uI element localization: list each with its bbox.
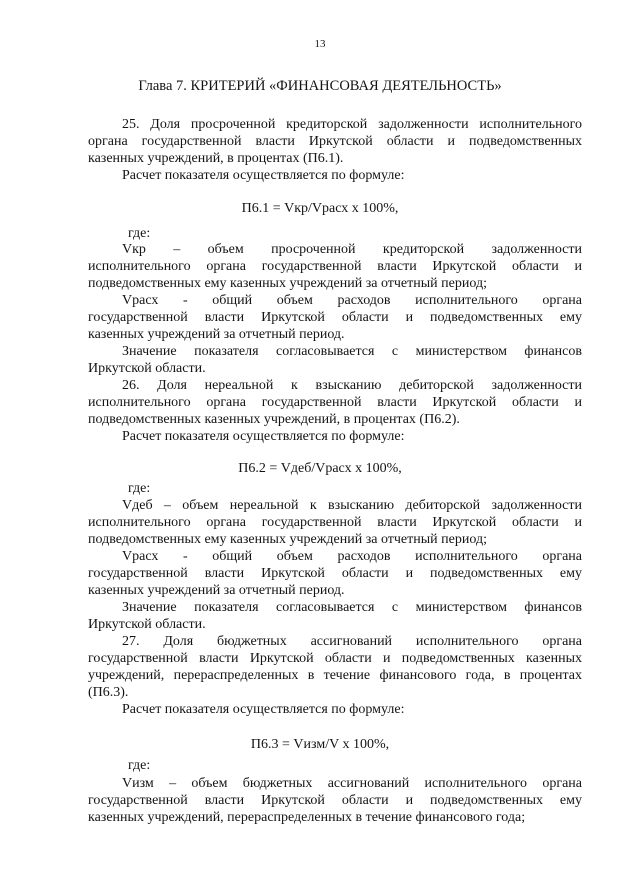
text-line: 25. Доля просроченной кредиторской задолженности исполнительного: [122, 117, 582, 132]
text-line: подведомственных ему казенных учреждений за отчетный период;: [88, 276, 487, 291]
text-line: казенных учреждений за отчетный период.: [88, 583, 345, 598]
text-line: государственной власти Иркутской области и подведомственных ему: [88, 310, 582, 325]
text-line: Расчет показателя осуществляется по формуле:: [122, 168, 405, 183]
text-line: учреждений, перераспределенных в течение финансового года, в процентах: [88, 668, 582, 683]
text-line: Расчет показателя осуществляется по формуле:: [122, 702, 405, 717]
text-line: Vдеб – объем нереальной к взысканию дебиторской задолженности: [122, 498, 582, 513]
paragraph-27: [88, 633, 582, 701]
text-line: государственной власти Иркутской области и подведомственных казенных: [88, 651, 582, 666]
text-line: подведомственных ему казенных учреждений за отчетный период;: [88, 532, 487, 547]
calc-intro-3: [88, 701, 582, 718]
definition-vizm: [88, 775, 582, 826]
agreement-note-2: [88, 599, 582, 633]
where-label-1: где:: [128, 226, 151, 241]
text-line: 26. Доля нереальной к взысканию дебиторской задолженности: [122, 378, 582, 393]
text-line: подведомственных казенных учреждений, в процентах (П6.2).: [88, 412, 460, 427]
text-line: государственной власти Иркутской области и подведомственных ему: [88, 566, 582, 581]
formula-p6-2: П6.2 = Vдеб/Vрасх x 100%,: [238, 461, 402, 476]
text-line: исполнительного органа государственной власти Иркутской области и: [88, 395, 582, 410]
definition-vkr: [88, 241, 582, 292]
text-line: Иркутской области.: [88, 617, 206, 632]
text-line: Vизм – объем бюджетных ассигнований исполнительного органа: [122, 776, 582, 791]
where-label-2: где:: [128, 481, 151, 496]
text-line: (П6.3).: [88, 685, 129, 700]
text-line: исполнительного органа государственной власти Иркутской области и: [88, 515, 582, 530]
text-line: Vкр – объем просроченной кредиторской задолженности: [122, 242, 582, 257]
formula-p6-3: П6.3 = Vизм/V x 100%,: [250, 737, 390, 752]
calc-intro-1: [88, 167, 582, 184]
text-line: Значение показателя согласовывается с министерством финансов: [122, 344, 582, 359]
where-label-3: где:: [128, 758, 151, 773]
definition-vdeb: [88, 497, 582, 548]
calc-intro-2: [88, 428, 582, 445]
text-line: казенных учреждений за отчетный период.: [88, 327, 345, 342]
text-line: государственной власти Иркутской области и подведомственных ему: [88, 793, 582, 808]
paragraph-26: [88, 377, 582, 428]
page-number: 13: [314, 38, 326, 50]
text-line: Значение показателя согласовывается с министерством финансов: [122, 600, 582, 615]
agreement-note-1: [88, 343, 582, 377]
text-line: исполнительного органа государственной власти Иркутской области и: [88, 259, 582, 274]
chapter-title: Глава 7. КРИТЕРИЙ «ФИНАНСОВАЯ ДЕЯТЕЛЬНОСТЬ»: [138, 78, 502, 94]
text-line: казенных учреждений, перераспределенных в течение финансового года;: [88, 810, 526, 825]
text-line: Иркутской области.: [88, 361, 206, 376]
text-line: Расчет показателя осуществляется по формуле:: [122, 429, 405, 444]
definition-vrash-1: [88, 292, 582, 343]
definition-vrash-2: [88, 548, 582, 599]
text-line: Vрасх - общий объем расходов исполнительного органа: [122, 293, 582, 308]
formula-p6-1: П6.1 = Vкр/Vрасх x 100%,: [241, 201, 399, 216]
text-line: казенных учреждений, в процентах (П6.1).: [88, 151, 344, 166]
text-line: Vрасх - общий объем расходов исполнительного органа: [122, 549, 582, 564]
text-line: 27. Доля бюджетных ассигнований исполнительного органа: [122, 634, 582, 649]
paragraph-25: [88, 116, 582, 167]
text-line: органа государственной власти Иркутской области и подведомственных: [88, 134, 582, 149]
